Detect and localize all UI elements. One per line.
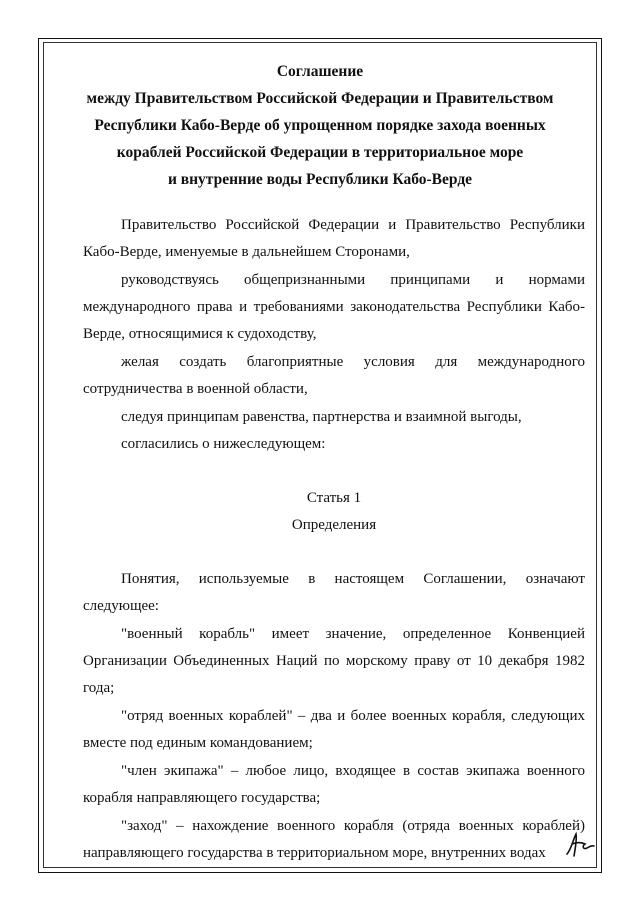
article-number: Статья 1	[306, 490, 362, 506]
document-body	[83, 212, 585, 867]
title-line-1: Соглашение	[276, 63, 364, 80]
initials-signature-icon	[563, 830, 597, 858]
preamble-paragraph-principles: следуя принципам равенства, партнерства и взаимной выгоды,	[121, 409, 522, 425]
preamble-paragraph-agreed: согласились о нижеследующем:	[121, 436, 326, 452]
definition-crew-member: "член экипажа" – любое лицо, входящее в состав экипажа военного корабля направляющего государства;	[83, 763, 585, 806]
title-line-3: Республики Кабо-Верде об упрощенном порядке захода военных	[94, 117, 546, 134]
definition-visit: "заход" – нахождение военного корабля (отряда военных кораблей) направляющего государства в территориальном море, внутренних водах	[83, 818, 585, 861]
definition-squadron: "отряд военных кораблей" – два и более военных корабля, следующих вместе под единым командованием;	[83, 708, 585, 751]
title-line-5: и внутренние воды Республики Кабо-Верде	[167, 171, 473, 188]
document-title	[60, 58, 580, 193]
preamble-paragraph-wishing: желая создать благоприятные условия для международного сотрудничества в военной области,	[83, 354, 585, 397]
definitions-intro: Понятия, используемые в настоящем Соглашении, означают следующее:	[83, 571, 585, 614]
title-line-4: кораблей Российской Федерации в территориальное море	[116, 144, 524, 161]
definition-warship: "военный корабль" имеет значение, определенное Конвенцией Организации Объединенных Наций по морскому праву от 10 декабря 1982 года;	[83, 626, 585, 696]
article-title: Определения	[291, 517, 377, 533]
title-line-2: между Правительством Российской Федерации и Правительством	[86, 90, 554, 107]
preamble-paragraph-guided: руководствуясь общепризнанными принципами и нормами международного права и требованиями законодательства Республики Кабо-Верде, относящимися к судоходству,	[83, 272, 585, 342]
preamble-paragraph-parties: Правительство Российской Федерации и Правительство Республики Кабо-Верде, именуемые в дальнейшем Сторонами,	[83, 217, 585, 260]
